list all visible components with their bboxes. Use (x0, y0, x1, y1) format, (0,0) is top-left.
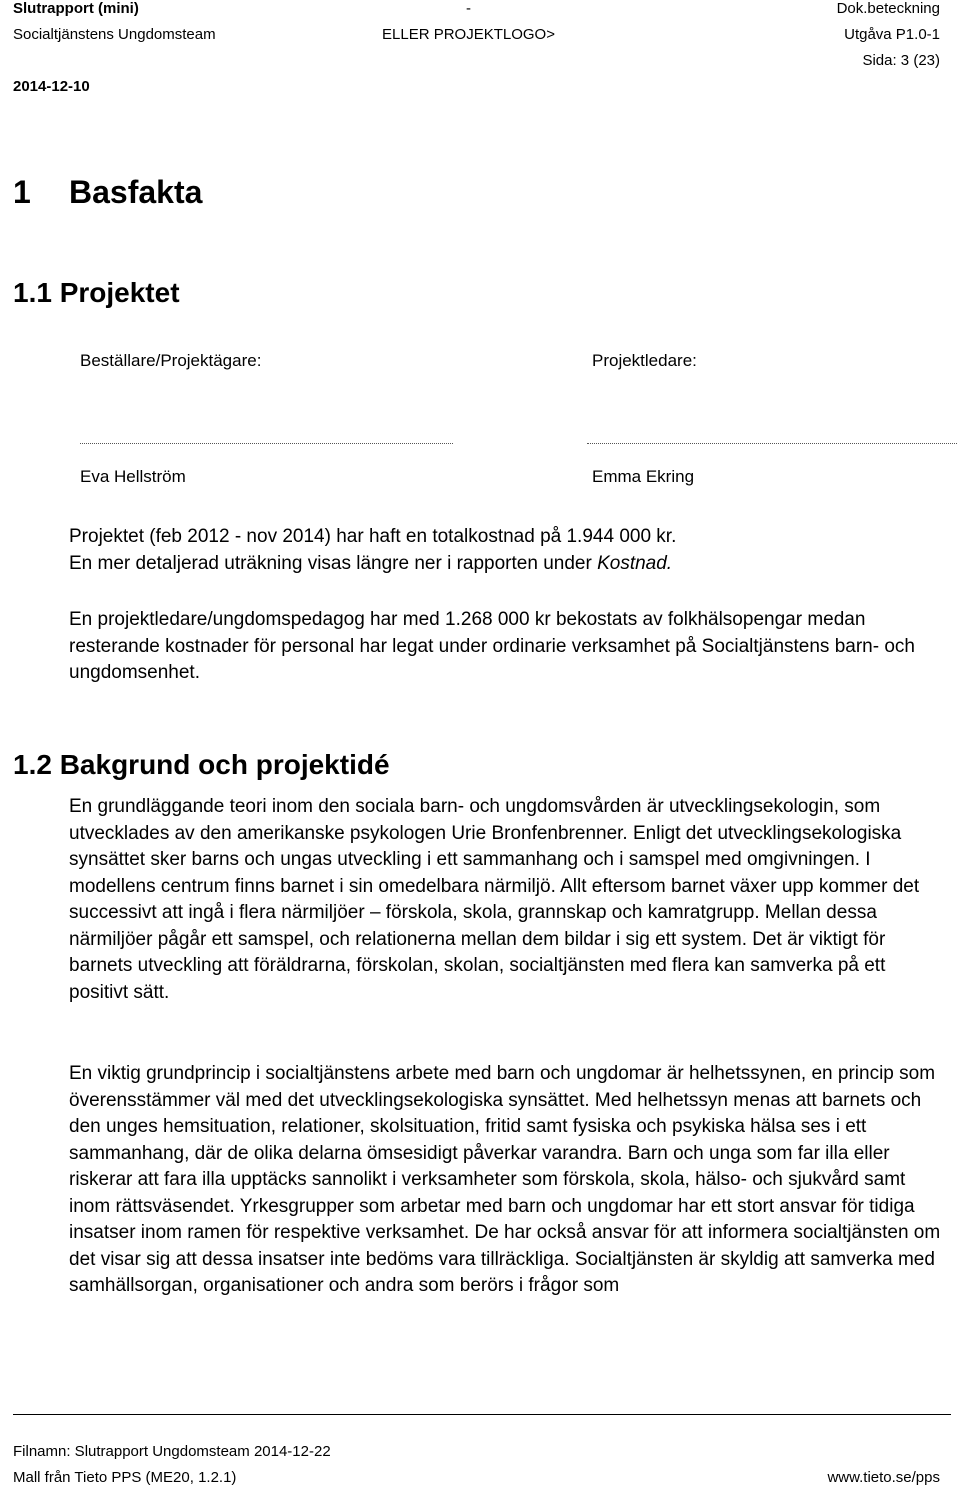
client-signature-line (80, 443, 453, 444)
header-doc-label: Dok.beteckning (836, 0, 940, 17)
subsection-heading-projektet: 1.1 Projektet (13, 277, 180, 308)
subsection-heading-bakgrund: 1.2 Bakgrund och projektidé (13, 749, 390, 780)
client-name: Eva Hellström (80, 467, 186, 486)
footer-template: Mall från Tieto PPS (ME20, 1.2.1) (13, 1469, 237, 1486)
manager-signature-line (587, 443, 957, 444)
header-org: Socialtjänstens Ungdomsteam (13, 26, 216, 43)
footer-url: www.tieto.se/pps (827, 1469, 940, 1486)
manager-name: Emma Ekring (592, 467, 695, 486)
footer-rule (13, 1414, 951, 1415)
background-paragraph-1: En grundläggande teori inom den sociala barn- och ungdomsvården är utvecklingsekologin, som utvecklades av den amerikanske psykologen Urie Bronfenbrenner. Enligt det utvecklingsekologiska synsättet sker barns och ungas utveckling i ett sammanhang och i samspel med omgivningen. I modellens centrum finns barnet i sin omedelbara närmiljö. Allt eftersom barnet växer upp kommer det successivt att ingå i flera närmiljöer – förskola, skola, grannskap och kamratgrupp. Mellan dessa närmiljöer pågår ett samspel, och relationerna mellan dem bildar i sig ett system. Det är viktigt för barnets utveckling att föräldrarna, förskolan, skolan, socialtjänsten med flera kan samverka på ett positivt sätt. (69, 796, 920, 1003)
header-dash: - (466, 0, 471, 17)
client-label: Beställare/Projektägare: (80, 351, 262, 370)
header-title: Slutrapport (mini) (13, 0, 139, 17)
cost-line-2: En mer detaljerad uträkning visas längre ner i rapporten under Kostnad. (69, 552, 673, 574)
header-page: Sida: 3 (23) (862, 52, 940, 69)
section-number: 1 (13, 174, 31, 210)
background-paragraph-2: En viktig grundprincip i socialtjänstens arbete med barn och ungdomar är helhetssynen, en princip som överensstämmer väl med det utvecklingsekologiska synsättet. Med helhetssyn menas att barnets och den unges hemsituation, relationer, skolsituation, fritid samt fysiska och psykiska hälsa ses i ett sammanhang, där de olika delarna ömsesidigt påverkar varandra. Barn och unga som far illa eller riskerar att fara illa upptäcks sannolikt i verksamheter som förskola, skola, hälso- och sjukvård samt inom rättsväsendet. Yrkesgrupper som arbetar med barn och ungdomar har ett stort ansvar för tidiga insatser inom ramen för respektive verksamhet. De har också ansvar för att informera socialtjänsten om det visar sig att dessa insatser inte bedöms vara tillräckliga. Socialtjänsten är skyldig att samverka med samhällsorgan, organisationer och andra som berörs i frågor som (69, 1063, 941, 1296)
kostnad-reference: Kostnad. (597, 552, 673, 574)
section-title: Basfakta (69, 174, 203, 210)
manager-label: Projektledare: (592, 351, 697, 370)
cost-paragraph (69, 524, 949, 577)
funding-paragraph: En projektledare/ungdomspedagog har med 1.268 000 kr bekostats av folkhälsopengar medan resterande kostnader för personal har legat under ordinarie verksamhet på Socialtjänstens barn- och ungdomsenhet. (69, 609, 915, 683)
header-logo-placeholder: ELLER PROJEKTLOGO> (382, 26, 555, 43)
header-version: Utgåva P1.0-1 (844, 26, 940, 43)
section-heading-basfakta (13, 172, 202, 212)
header-date: 2014-12-10 (13, 78, 90, 95)
cost-line-1: Projektet (feb 2012 - nov 2014) har haft en totalkostnad på 1.944 000 kr. (69, 526, 677, 547)
footer-filename: Filnamn: Slutrapport Ungdomsteam 2014-12-22 (13, 1443, 331, 1460)
